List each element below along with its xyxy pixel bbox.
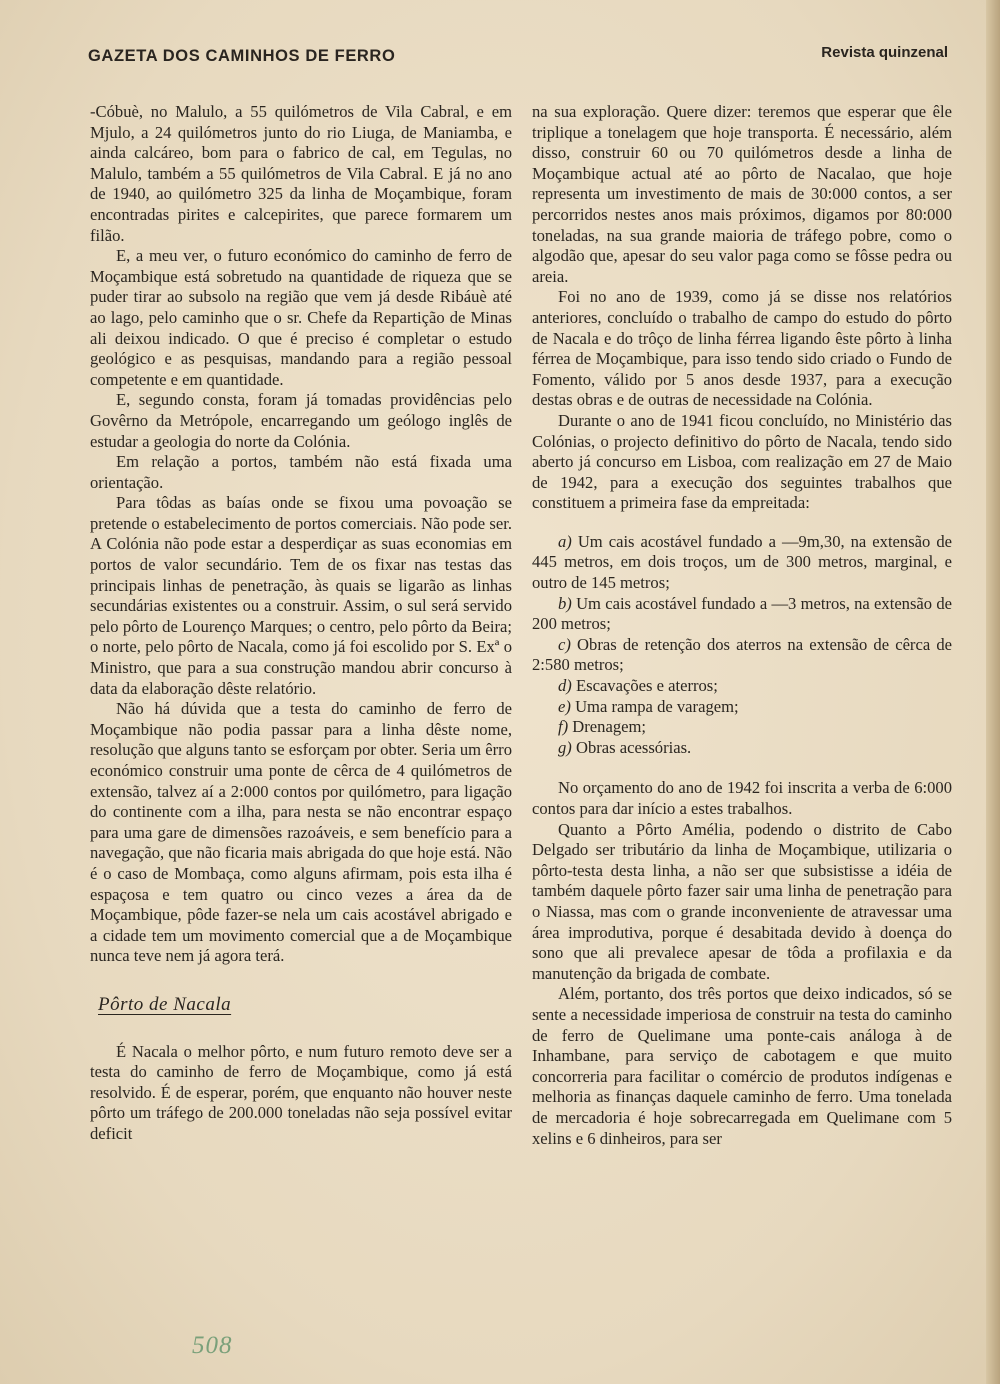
list-marker: e) <box>558 696 571 716</box>
list-text: Escavações e aterros; <box>575 676 718 696</box>
paragraph: É Nacala o melhor pôrto, e num futuro remoto deve ser a testa do caminho de ferro de Moçambique, como já está resolvido. É de esperar, porém, que enquanto não houver neste pôrto um tráfego de 200.000 toneladas não seja possível evitar deficit <box>90 1041 512 1143</box>
list-marker: f) <box>558 717 569 737</box>
list-text: Uma rampa de varagem; <box>575 696 739 716</box>
left-column <box>90 102 512 1145</box>
list-marker: g) <box>558 737 572 757</box>
right-column <box>532 102 952 1149</box>
paragraph: Foi no ano de 1939, como já se disse nos relatórios anteriores, concluído o trabalho de campo do estudo do pôrto de Nacala e do trôço de linha férrea ligando êste pôrto à linha férrea de Moçambique, para isso tendo sido criado o Fundo de Fomento, válido por 5 anos desde 1937, para a execução destas obras e de outras de necessidade na Colónia. <box>532 287 952 410</box>
list-text: Obras de retenção dos aterros na extensão de cêrca de 2:580 metros; <box>532 634 952 675</box>
page-number: 508 <box>192 1332 233 1359</box>
list-marker: b) <box>558 593 572 613</box>
paragraph: Não há dúvida que a testa do caminho de ferro de Moçambique não podia passar para a linha dêste nome, resolução que alguns tanto se esforçam por obter. Seria um êrro económico construir uma ponte de cêrca de 4 quilómetros de extensão, talvez aí a 2:000 contos por quilómetro, para ligação do continente com a ilha, para nesta se não encontrar espaço para uma gare de dimensões razoáveis, e sem benefício para a navegação, que não ficaria mais abrigada do que hoje está. Não é o caso de Mombaça, como alguns afirmam, pois esta ilha é espaçosa e tem quatro ou cinco vezes a área da de Moçambique, pôde fazer-se nela um cais acostável abrigado e a cidade tem um movimento comercial que a de Moçambique nunca teve nem já agora terá. <box>90 699 512 966</box>
page-edge <box>986 0 1000 1384</box>
paragraph: Durante o ano de 1941 ficou concluído, no Ministério das Colónias, o projecto definitivo do pôrto de Nacala, tendo sido aberto já concurso em Lisboa, com realização em 27 de Maio de 1942, para a execução dos seguintes trabalhos que constituem a primeira fase da empreitada: <box>532 410 952 513</box>
paragraph: Quanto a Pôrto Amélia, podendo o distrito de Cabo Delgado ser tributário da linha de Moçambique, utilizaria o pôrto-testa desta linha, a não ser que subsistisse a idéia de também daquele pôrto fazer sair uma linha de penetração para o Niassa, mas com o grande inconveniente de atravessar uma área improdutiva, porque é desabitada devido à doença do sono que ali prevalece apesar de tôda a profilaxia e da manutenção da brigada de combate. <box>532 819 952 983</box>
list-item <box>532 635 952 676</box>
paragraph: No orçamento do ano de 1942 foi inscrita a verba de 6:000 contos para dar início a estes trabalhos. <box>532 778 952 818</box>
list-item <box>532 717 952 738</box>
works-list <box>532 532 952 759</box>
paragraph: E, a meu ver, o futuro económico do caminho de ferro de Moçambique está sobretudo na quantidade de riqueza que se puder tirar ao subsolo na região que vem já desde Ribáuè até ao lago, pelo caminho que o sr. Chefe da Repartição de Minas ali deixou indicado. O que é preciso é completar o estudo geológico e as pesquisas, mandando para a região pessoal competente e em quantidade. <box>90 246 512 389</box>
journal-subtitle: Revista quinzenal <box>821 44 948 61</box>
list-item <box>532 676 952 697</box>
list-text: Drenagem; <box>572 717 647 737</box>
list-text: Obras acessórias. <box>575 737 692 757</box>
list-item <box>532 738 952 759</box>
list-marker: c) <box>558 634 571 654</box>
paragraph: Além, portanto, dos três portos que deixo indicados, só se sente a necessidade imperiosa de construir na testa do caminho de ferro de Quelimane uma ponte-cais análoga à de Inhambane, para serviço de cabotagem e que muito concorreria para facilitar o comércio de produtos indígenas e melhoria as finanças daquele caminho de ferro. Uma tonelada de mercadoria é hoje sobrecarregada em Quelimane com 5 xelins e 6 dinheiros, para ser <box>532 984 952 1148</box>
list-item <box>532 532 952 594</box>
list-marker: d) <box>558 676 572 696</box>
list-text: Um cais acostável fundado a —3 metros, na extensão de 200 metros; <box>532 593 952 634</box>
paragraph: Em relação a portos, também não está fixada uma orientação. <box>90 452 512 492</box>
section-title: Pôrto de Nacala <box>98 993 232 1015</box>
paragraph: E, segundo consta, foram já tomadas providências pelo Govêrno da Metrópole, encarregando um geólogo inglês de estudar a geologia do norte da Colónia. <box>90 390 512 451</box>
list-text: Um cais acostável fundado a —9m,30, na extensão de 445 metros, em dois troços, um de 300 metros, marginal, e outro de 145 metros; <box>532 531 952 593</box>
list-item <box>532 697 952 718</box>
paragraph: na sua exploração. Quere dizer: teremos que esperar que êle triplique a tonelagem que hoje transporta. É necessário, além disso, construir 60 ou 70 quilómetros desde a linha de Moçambique actual até ao pôrto de Nacalao, que hoje representa um investimento de mais de 30:000 contos, a ser percorridos nestes anos mais próximos, digamos por 80:000 toneladas, na sua grande maioria de tráfego pobre, como o algodão que, apesar do seu valor paga como se fôsse pedra ou areia. <box>532 102 952 286</box>
list-marker: a) <box>558 531 572 551</box>
journal-title: GAZETA DOS CAMINHOS DE FERRO <box>88 47 396 65</box>
paragraph: Para tôdas as baías onde se fixou uma povoação se pretende o estabelecimento de portos comerciais. Não pode ser. A Colónia não pode estar a desperdiçar as suas economias em portos de valor secundário. Tem de os fixar nas testas das principais linhas de penetração, às quais se ligarão as linhas secundárias existentes ou a construir. Assim, o sul será servido pelo pôrto de Lourenço Marques; o centro, pelo pôrto da Beira; o norte, pelo pôrto de Nacala, como já foi escolido por S. Exª o Ministro, que para a sua construção mandou abrir concurso à data da elaboração dêste relatório. <box>90 493 512 698</box>
paragraph: -Cóbuè, no Malulo, a 55 quilómetros de Vila Cabral, e em Mjulo, a 24 quilómetros junto do rio Liuga, de Maniamba, e ainda calcáreo, bom para o fabrico de cal, em Tegulas, no Malulo, também a 55 quilómetros de Vila Cabral. E já no ano de 1940, ao quilómetro 325 da linha de Moçambique, foram encontradas pirites e calcepirites, que parece formarem um filão. <box>90 102 512 245</box>
list-item <box>532 594 952 635</box>
